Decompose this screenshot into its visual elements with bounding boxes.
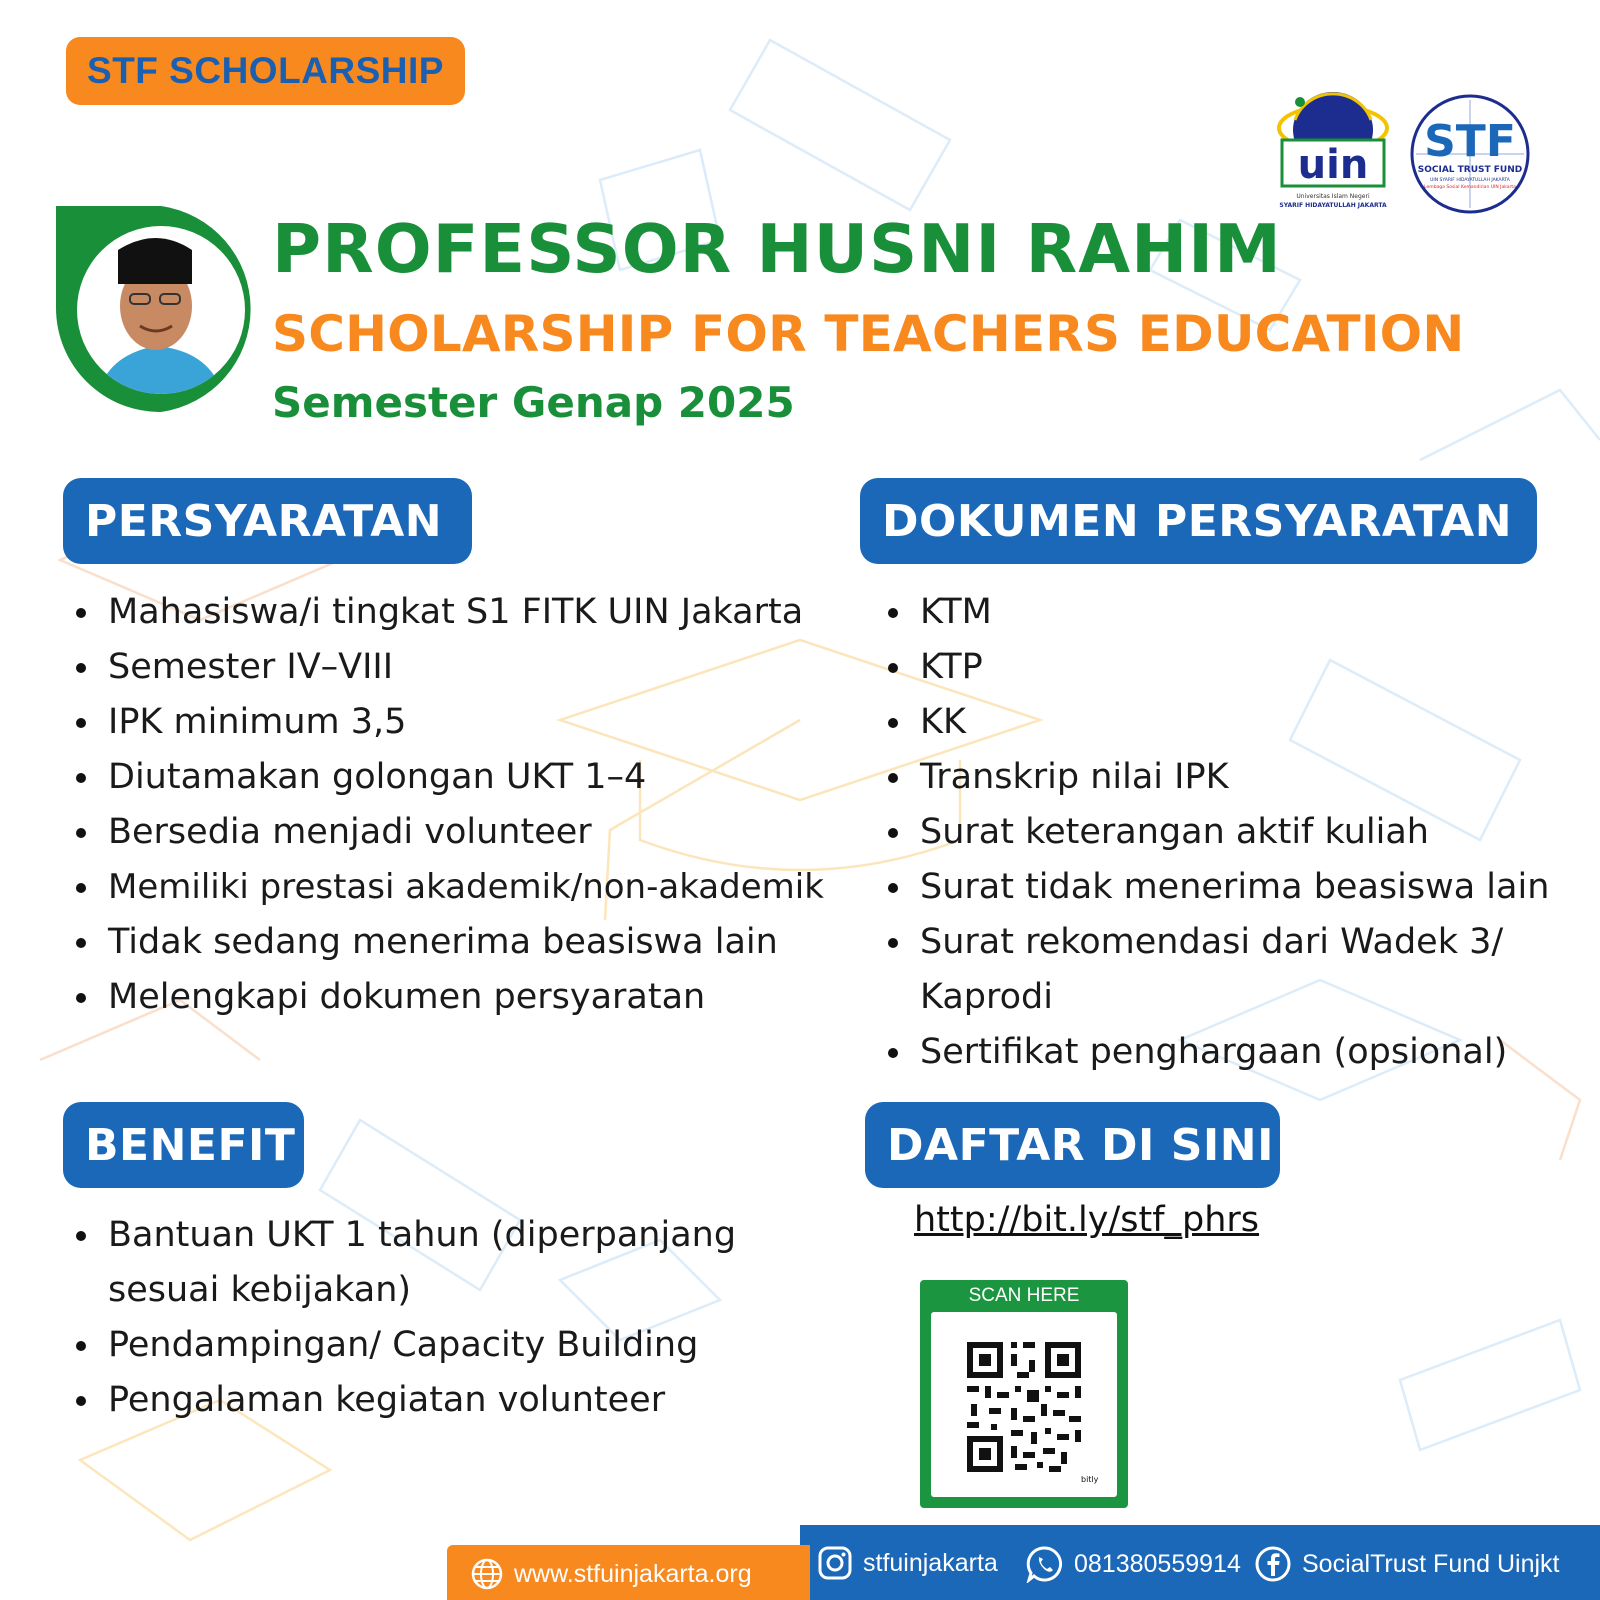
uin-logo-text: uin (1297, 142, 1369, 188)
uin-logo (1272, 78, 1394, 214)
list-item: Bersedia menjadi volunteer (70, 805, 850, 860)
stf-caption-2: UIN SYARIF HIDAYATULLAH JAKARTA (1430, 178, 1510, 183)
dokumen-heading (860, 478, 1537, 564)
instagram-text: stfuinjakarta (863, 1548, 998, 1577)
facebook-icon (1254, 1545, 1292, 1583)
list-item: Surat rekomendasi dari Wadek 3/ Kaprodi (882, 915, 1560, 1025)
uin-caption-2: SYARIF HIDAYATULLAH JAKARTA (1279, 202, 1387, 209)
list-item: Surat tidak menerima beasiswa lain (882, 860, 1562, 915)
list-item: KK (882, 695, 1562, 750)
scholarship-subtitle: SCHOLARSHIP FOR TEACHERS EDUCATION (272, 305, 1465, 363)
persyaratan-list (70, 585, 850, 1025)
bitly-brand: bitly (1081, 1475, 1099, 1484)
list-item: Bantuan UKT 1 tahun (diperpanjang sesuai kebijakan) (70, 1208, 788, 1318)
stf-caption: SOCIAL TRUST FUND (1417, 165, 1523, 175)
instagram-icon (817, 1545, 853, 1581)
qr-code-card[interactable] (920, 1280, 1128, 1508)
daftar-heading-label: DAFTAR DI SINI (887, 1119, 1274, 1171)
page-title: PROFESSOR HUSNI RAHIM (272, 210, 1282, 288)
professor-portrait (56, 206, 266, 412)
stf-caption-3: Lembaga Sosial Kemandirian UIN Jakarta (1424, 185, 1516, 190)
list-item: Semester IV–VIII (70, 640, 850, 695)
list-item: Memiliki prestasi akademik/non-akademik (70, 860, 850, 915)
globe-icon (470, 1557, 504, 1591)
stf-scholarship-badge (66, 37, 465, 105)
footer-facebook[interactable] (1254, 1545, 1560, 1583)
list-item: Mahasiswa/i tingkat S1 FITK UIN Jakarta (70, 585, 850, 640)
list-item: Melengkapi dokumen persyaratan (70, 970, 850, 1025)
dokumen-heading-label: DOKUMEN PERSYARATAN (882, 495, 1513, 547)
list-item: Surat keterangan aktif kuliah (882, 805, 1562, 860)
benefit-list (70, 1208, 790, 1428)
persyaratan-heading-label: PERSYARATAN (85, 495, 443, 547)
benefit-heading (63, 1102, 304, 1188)
footer-website[interactable] (470, 1557, 752, 1591)
whatsapp-icon (1026, 1545, 1064, 1583)
daftar-heading (865, 1102, 1280, 1188)
list-item: Transkrip nilai IPK (882, 750, 1562, 805)
footer-whatsapp[interactable] (1026, 1545, 1241, 1583)
registration-link[interactable]: http://bit.ly/stf_phrs (914, 1200, 1260, 1240)
facebook-text: SocialTrust Fund Uinjkt (1302, 1549, 1560, 1578)
website-text: www.stfuinjakarta.org (514, 1559, 752, 1588)
stf-logo (1408, 92, 1532, 216)
persyaratan-heading (63, 478, 472, 564)
list-item: KTM (882, 585, 1562, 640)
footer-instagram[interactable] (817, 1545, 998, 1581)
semester-label: Semester Genap 2025 (272, 378, 795, 427)
list-item: Pendampingan/ Capacity Building (70, 1318, 790, 1373)
list-item: Tidak sedang menerima beasiswa lain (70, 915, 850, 970)
list-item: Sertifikat penghargaan (opsional) (882, 1025, 1562, 1080)
dokumen-list (882, 585, 1562, 1080)
benefit-heading-label: BENEFIT (85, 1119, 296, 1171)
uin-caption-1: Universitas Islam Negeri (1296, 193, 1370, 200)
list-item: Diutamakan golongan UKT 1–4 (70, 750, 850, 805)
list-item: Pengalaman kegiatan volunteer (70, 1373, 790, 1428)
stf-logo-text: STF (1424, 116, 1516, 167)
scan-here-label: SCAN HERE (968, 1285, 1080, 1306)
whatsapp-text: 081380559914 (1074, 1549, 1241, 1578)
qr-code-panel (931, 1312, 1117, 1497)
qr-code-icon (931, 1312, 1117, 1497)
list-item: IPK minimum 3,5 (70, 695, 850, 750)
list-item: KTP (882, 640, 1562, 695)
stf-scholarship-label: STF SCHOLARSHIP (87, 50, 444, 91)
